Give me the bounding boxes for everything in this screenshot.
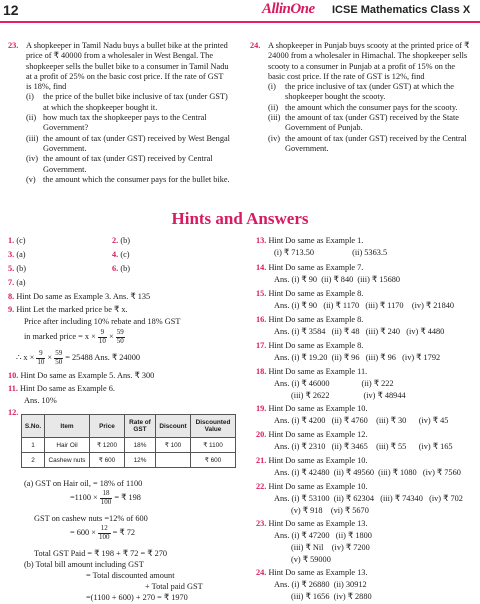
answer-2: 2. (b) [112,236,130,245]
gst-table [21,414,236,468]
answer-16: 16. Hint Do same as Example 8. [256,315,364,324]
question-number: 24. [250,41,261,50]
answer-21-values: Ans. (i) ₹ 42480 (ii) ₹ 49560 (iii) ₹ 1080 (iv) ₹ 7560 [274,468,461,477]
answer-21: 21. Hint Do same as Example 10. [256,456,368,465]
answer-9-line: Price after including 10% rebate and 18% GST [24,317,181,326]
answer-15: 15. Hint Do same as Example 8. [256,289,364,298]
answer-6: 6. (b) [112,264,130,273]
question-24 [250,41,472,154]
answer-13-values: (i) ₹ 713.50 (ii) 5363.5 [274,248,388,257]
answer-17-values: Ans. (i) ₹ 19.20 (ii) ₹ 96 (iii) ₹ 96 (iv) ₹ 1792 [274,353,441,362]
question-item: (i) the price inclusive of tax (under GST) at which the shopkeeper bought the scooty. [268,82,454,102]
section-title: Hints and Answers [171,209,309,228]
question-item: (ii) the amount which the consumer pays for the scooty. [268,102,458,112]
answer-14: 14. Hint Do same as Example 7. [256,263,364,272]
solution-line: Total GST Paid = ₹ 198 + ₹ 72 = ₹ 270 [34,549,168,558]
answer-8: 8. Hint Do same as Example 3. Ans. ₹ 135 [8,292,151,301]
page-header [0,0,480,22]
solution-line: =1100 × $\frac{18}{100}$ = ₹ 198 [70,489,141,506]
answer-3: 3. (a) [8,250,26,259]
table-row: 1 Hair Oil ₹ 1200 18% ₹ 100 ₹ 1100 [22,438,236,453]
question-item: (i) the price of the bullet bike inclusive of tax (under GST) at which the shopkeeper bought it. [26,92,228,112]
answer-24-values: Ans. (i) ₹ 26880 (ii) 30912 [274,580,367,589]
table-row: 2 Cashew nuts ₹ 600 12% ₹ 600 [22,453,236,468]
answer-10: 10. Hint Do same as Example 5. Ans. ₹ 300 [8,371,155,380]
question-item: (iii) the amount of tax (under GST) received by West Bengal Government. [26,133,230,153]
answer-16-values: Ans. (i) ₹ 3584 (ii) ₹ 48 (iii) ₹ 240 (iv) ₹ 4480 [274,327,445,336]
answer-23: 23. Hint Do same as Example 13. [256,519,368,528]
book-title: ICSE Mathematics Class X [332,4,471,16]
solution-line: GST on cashew nuts =12% of 600 [34,514,148,523]
question-items [26,92,230,185]
header-rule [0,21,480,23]
question-number: 23. [8,41,19,50]
answer-24: 24. Hint Do same as Example 13. [256,568,368,577]
answer-19-values: Ans. (i) ₹ 4200 (ii) ₹ 4760 (iii) ₹ 30 (iv) ₹ 45 [274,416,449,425]
answer-9-result: ∴ x × $\frac{9}{10}$ × $\frac{59}{50}$ = 25488 Ans. ₹ 24000 [16,349,140,366]
table-header-row: S.No. Item Price Rate of GST Discount Discounted Value [22,415,236,438]
answer-9: 9. Hint Let the marked price be ₹ x. [8,305,128,314]
answer-1: 1. (c) [8,236,26,245]
answer-9-formula: in marked price = x × $\frac{9}{10}$ × $\frac{59}{50}$ [24,328,124,345]
answer-18: 18. Hint Do same as Example 11. [256,367,368,376]
answer-22-values: Ans. (i) ₹ 53100 (ii) ₹ 62304 (iii) ₹ 74340 (iv) ₹ 702 [274,494,463,503]
brand-logo: AllinOne [262,1,315,17]
solution-line: (b) Total bill amount including GST [24,560,144,569]
question-text: A shopkeeper in Punjab buys scooty at the printed price of ₹ 24000 from a wholesaler in Himachal. The shopkeeper sells scooty to a consumer in Punjab at a profit of 15% on the basic cost price. If the rate of GST is 12%, find [268,41,470,81]
answer-18-values: Ans. (i) ₹ 46000 (ii) ₹ 222 [274,379,394,388]
question-23 [8,41,230,185]
answer-14-values: Ans. (i) ₹ 90 (ii) ₹ 840 (iii) ₹ 15680 [274,275,401,284]
answer-7: 7. (a) [8,278,26,287]
answer-11: 11. Hint Do same as Example 6. [8,384,115,393]
solution-line: = Total discounted amount [86,571,175,580]
answer-19: 19. Hint Do same as Example 10. [256,404,368,413]
solution-line: = 600 × $\frac{12}{100}$ = ₹ 72 [70,524,136,541]
answer-24-values: (iii) ₹ 1656 (iv) ₹ 2880 [291,592,372,601]
answer-22-values: (v) ₹ 918 (vi) ₹ 5670 [291,506,369,515]
question-item: (iv) the amount of tax (under GST) received by Central Government. [26,154,213,174]
question-items [268,82,472,154]
solution-line: =(1100 + 600) + 270 = ₹ 1970 [86,593,188,602]
answer-23-values: (v) ₹ 59000 [291,555,331,564]
solution-line: (a) GST on Hair oil, = 18% of 1100 [24,479,143,488]
question-item: (iii) the amount of tax (under GST) received by the State Government of Punjab. [268,113,459,133]
answer-20-values: Ans. (i) ₹ 2310 (ii) ₹ 3465 (iii) ₹ 55 (iv) ₹ 165 [274,442,453,451]
answer-5: 5. (b) [8,264,26,273]
answer-11-result: Ans. 10% [24,396,57,405]
answer-4: 4. (c) [112,250,130,259]
answer-13: 13. Hint Do same as Example 1. [256,236,364,245]
question-item: (ii) how much tax the shopkeeper pays to the Central Government? [26,113,207,133]
answer-23-values: Ans. (i) ₹ 47200 (ii) ₹ 1800 [274,531,372,540]
answer-17: 17. Hint Do same as Example 8. [256,341,364,350]
question-text: A shopkeeper in Tamil Nadu buys a bullet bike at the printed price of ₹ 40000 from a wholesaler in West Bengal. The shopkeeper sells the bullet bike to a consumer in Tamil Nadu at a profit of 25% on the basic cost price. If the rate of GST is 18%, find [26,41,229,92]
answer-18-values: (iii) ₹ 2622 (iv) ₹ 48944 [291,391,406,400]
solution-line: + Total paid GST [145,582,203,591]
answer-22: 22. Hint Do same as Example 10. [256,482,368,491]
answer-15-values: Ans. (i) ₹ 90 (ii) ₹ 1170 (iii) ₹ 1170 (iv) ₹ 21840 [274,301,455,310]
question-item: (iv) the amount of tax (under GST) received by the Central Government. [268,133,467,153]
page-number: 12 [3,2,19,18]
question-item: (v) the amount which the consumer pays for the bullet bike. [26,174,230,184]
answer-23-values: (iii) ₹ Nil (iv) ₹ 7200 [291,543,370,552]
answer-12: 12. [8,408,19,417]
answer-20: 20. Hint Do same as Example 12. [256,430,368,439]
